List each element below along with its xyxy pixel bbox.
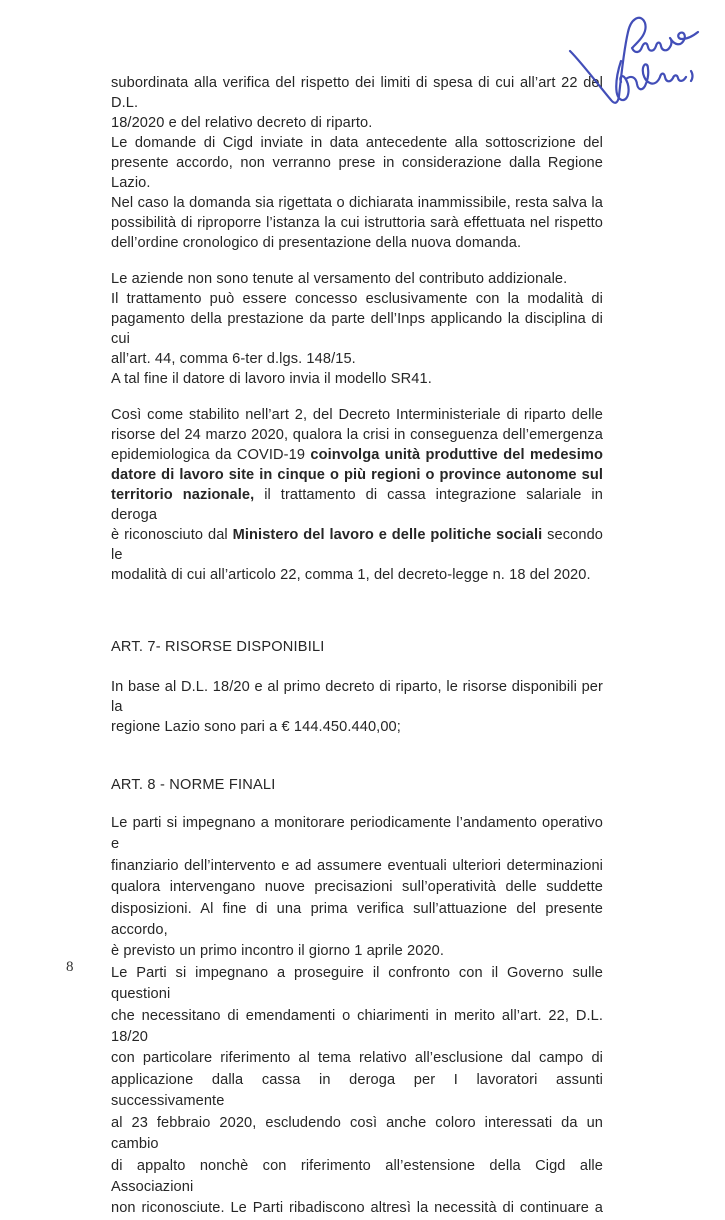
text-line bbox=[111, 349, 603, 369]
text-line bbox=[111, 877, 603, 898]
page-number: 8 bbox=[66, 959, 74, 975]
text-run: Le Parti si impegnano a proseguire il confronto con il Governo sulle questioni bbox=[111, 964, 603, 1003]
text-line bbox=[111, 941, 603, 962]
text-run: regione Lazio sono pari a € 144.450.440,00; bbox=[111, 719, 401, 735]
text-run: secondo le bbox=[111, 527, 604, 563]
text-line bbox=[111, 899, 603, 942]
paragraph bbox=[111, 405, 603, 585]
paragraph bbox=[111, 269, 603, 289]
text-run: di appalto nonchè con riferimento all’estensione della Cigd alle Associazioni bbox=[111, 1157, 603, 1195]
spacer bbox=[111, 389, 603, 405]
text-line bbox=[111, 113, 603, 133]
text-run: risorse del 24 marzo 2020, qualora la crisi in conseguenza dell’emergenza bbox=[111, 427, 603, 443]
text-run: Il trattamento può essere concesso esclusivamente con la modalità di bbox=[111, 291, 603, 307]
article-heading: ART. 8 - NORME FINALI bbox=[111, 777, 276, 793]
text-line bbox=[111, 133, 603, 153]
article-heading: ART. 7- RISORSE DISPONIBILI bbox=[111, 639, 325, 655]
spacer bbox=[111, 795, 603, 813]
paragraph bbox=[111, 369, 603, 389]
text-line bbox=[111, 963, 603, 1006]
text-line bbox=[111, 369, 603, 389]
bold-text: territorio nazionale, bbox=[111, 487, 255, 503]
text-line bbox=[111, 193, 603, 213]
text-line bbox=[111, 565, 603, 585]
text-line bbox=[111, 213, 603, 233]
text-line bbox=[111, 525, 603, 565]
paragraph bbox=[111, 813, 603, 963]
text-line bbox=[111, 153, 603, 173]
paragraph bbox=[111, 289, 603, 369]
text-line bbox=[111, 309, 603, 349]
text-run: possibilità di riproporre l’istanza la cui istruttoria sarà effettuata nel rispetto bbox=[111, 215, 603, 231]
text-run: Così come stabilito nell’art 2, del Decreto Interministeriale di riparto delle bbox=[111, 407, 603, 423]
text-run: il trattamento di cassa integrazione salariale in deroga bbox=[111, 487, 603, 523]
text-run: subordinata alla verifica del rispetto dei limiti di spesa di cui all’art 22 del D.L. bbox=[111, 75, 603, 111]
text-run: finanziario dell’intervento e ad assumere eventuali ulteriori determinazioni bbox=[111, 857, 603, 874]
text-run: al 23 febbraio 2020, escludendo così anche coloro interessati da un cambio bbox=[111, 1114, 603, 1153]
paragraph bbox=[111, 963, 603, 1220]
bold-text: Ministero del lavoro e delle politiche sociali bbox=[232, 527, 543, 543]
text-line bbox=[111, 1048, 603, 1069]
text-run: Le domande di Cigd inviate in data antecedente alla sottoscrizione del bbox=[111, 135, 603, 151]
text-line bbox=[111, 677, 603, 717]
text-line bbox=[111, 173, 603, 193]
text-run: all’art. 44, comma 6-ter d.lgs. 148/15. bbox=[111, 351, 356, 367]
text-run: è riconosciuto dal bbox=[111, 527, 233, 543]
text-run: In base al D.L. 18/20 e al primo decreto di riparto, le risorse disponibili per la bbox=[111, 679, 603, 715]
text-line bbox=[111, 1113, 603, 1156]
paragraph bbox=[111, 133, 603, 193]
signature-stroke-lower bbox=[616, 61, 692, 100]
paragraph bbox=[111, 677, 603, 737]
text-line bbox=[111, 445, 603, 465]
text-run: applicazione dalla cassa in deroga per I lavoratori assunti successivamente bbox=[111, 1071, 603, 1110]
text-run: con particolare riferimento al tema relativo all’esclusione dal campo di bbox=[111, 1050, 603, 1067]
bold-text: datore di lavoro site in cinque o più regioni o province autonome sul bbox=[111, 467, 603, 483]
text-run: modalità di cui all’articolo 22, comma 1, del decreto-legge n. 18 del 2020. bbox=[111, 567, 591, 583]
text-line bbox=[111, 485, 603, 525]
text-line bbox=[111, 1156, 603, 1199]
handwritten-signature bbox=[550, 5, 715, 117]
text-line bbox=[111, 269, 603, 289]
text-line bbox=[111, 813, 603, 856]
text-line bbox=[111, 233, 603, 253]
text-run: Le aziende non sono tenute al versamento del contributo addizionale. bbox=[111, 271, 568, 287]
text-line bbox=[111, 73, 603, 113]
text-run: presente accordo, non verranno prese in considerazione dalla Regione bbox=[111, 155, 603, 171]
text-run: dell’ordine cronologico di presentazione della nuova domanda. bbox=[111, 235, 522, 251]
text-run: disposizioni. Al fine di una prima verifica sull’attuazione del presente accordo, bbox=[111, 900, 603, 939]
text-run: Nel caso la domanda sia rigettata o dichiarata inammissibile, resta salva la bbox=[111, 195, 603, 211]
text-run: non riconosciute. Le Parti ribadiscono altresì la necessità di continuare a bbox=[111, 1200, 603, 1217]
paragraph bbox=[111, 73, 603, 133]
text-line bbox=[111, 289, 603, 309]
spacer bbox=[111, 657, 603, 677]
text-line bbox=[111, 856, 603, 877]
text-run: che necessitano di emendamenti o chiarimenti in merito all’art. 22, D.L. 18/20 bbox=[111, 1007, 603, 1046]
text-run: A tal fine il datore di lavoro invia il modello SR41. bbox=[111, 371, 432, 387]
paragraph bbox=[111, 193, 603, 253]
document-body bbox=[111, 73, 603, 1220]
text-line bbox=[111, 717, 603, 737]
spacer bbox=[111, 253, 603, 269]
text-line bbox=[111, 425, 603, 445]
text-run: pagamento della prestazione da parte dell’Inps applicando la disciplina di cui bbox=[111, 311, 603, 347]
text-run: qualora intervengano nuove precisazioni sull’operatività delle suddette bbox=[111, 879, 603, 896]
spacer bbox=[111, 737, 603, 775]
text-run: epidemiologica da COVID-19 bbox=[111, 447, 311, 463]
bold-text: coinvolga unità produttive del medesimo bbox=[310, 447, 603, 463]
text-run: Le parti si impegnano a monitorare periodicamente l’andamento operativo e bbox=[111, 815, 603, 853]
text-line bbox=[111, 1070, 603, 1113]
text-line bbox=[111, 1006, 603, 1049]
text-line bbox=[111, 1198, 603, 1219]
text-line bbox=[111, 465, 603, 485]
signature-stroke-upper bbox=[570, 18, 698, 103]
text-run: 18/2020 e del relativo decreto di riparto. bbox=[111, 115, 373, 131]
text-run: Lazio. bbox=[111, 175, 151, 191]
text-line bbox=[111, 405, 603, 425]
text-run: è previsto un primo incontro il giorno 1 aprile 2020. bbox=[111, 943, 445, 960]
spacer bbox=[111, 585, 603, 637]
